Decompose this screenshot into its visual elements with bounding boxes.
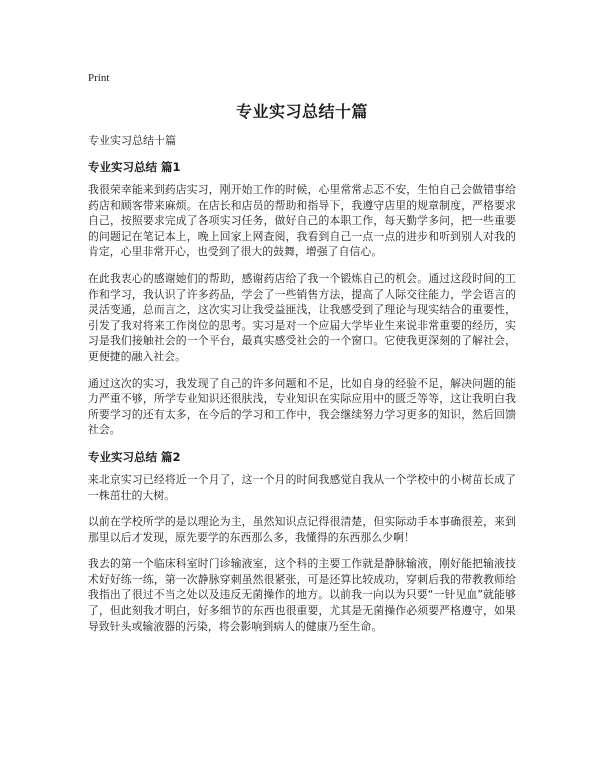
document-body [88,133,516,645]
paragraph: 以前在学校所学的是以理论为主，虽然知识点记得很清楚，但实际动手本事确很差，来到那里以后才发现，原先要学的东西那么多，我懂得的东西那么少啊！ [88,515,516,544]
paragraph: 在此我衷心的感谢她们的帮助，感谢药店给了我一个锻炼自己的机会。通过这段时间的工作和学习，我认识了许多药品，学会了一些销售方法，提高了人际交往能力，学会语言的灵活变通，总而言之，这次实习让我受益匪浅，让我感受到了理论与现实结合的重要性，引发了我对将来工作岗位的思考。实习是对一个应届大学毕业生来说非常重要的经历，实习是我们接触社会的一个平台，最真实感受社会的一个窗口。它使我更深刻的了解社会，更便捷的融入社会。 [88,271,516,363]
paragraph: 来北京实习已经将近一个月了，这一个月的时间我感觉自我从一个学校中的小树苗长成了一株茁壮的大树。 [88,472,516,502]
print-label: Print [88,72,110,84]
document-title: 专业实习总结十篇 [235,102,368,121]
section-heading: 专业实习总结 篇1 [88,160,181,174]
section-1 [88,159,516,438]
document-subtitle: 专业实习总结十篇 [88,134,176,147]
section-heading: 专业实习总结 篇2 [88,449,181,464]
section-2 [88,449,516,634]
paragraph: 我很荣幸能来到药店实习，刚开始工作的时候，心里常常忐忑不安，生怕自己会做错事给药店和顾客带来麻烦。在店长和店员的帮助和指导下，我遵守店里的规章制度，严格要求自己，按照要求完成了各项实习任务，做好自己的本职工作，每天勤学多问，把一些重要的问题记在笔记本上，晚上回家上网查阅，我看到自己一点一点的进步和听到别人对我的肯定，心里非常开心，也受到了很大的鼓舞，增强了自信心。 [88,183,516,259]
paragraph: 我去的第一个临床科室时门诊输液室，这个科的主要工作就是静脉输液，刚好能把输液技术好好练一练，第一次静脉穿刺虽然很紧张，可是还算比较成功，穿刺后我的带教教师给我指出了很过不当之处以及违反无菌操作的地方。以前我一向以为只要“一针见血”就能够了，但此刻我才明白，好多细节的东西也很重要，尤其是无菌操作必须要严格遵守，如果导致针头或输液器的污染，将会影响到病人的健康乃至生命。 [88,557,516,633]
paragraph: 通过这次的实习，我发现了自己的许多问题和不足，比如自身的经验不足，解决问题的能力严重不够，所学专业知识还很肤浅，专业知识在实际应用中的匮乏等等，这让我明白我所要学习的还有太多，在今后的学习和工作中，我会继续努力学习更多的知识，然后回馈社会。 [88,376,516,437]
